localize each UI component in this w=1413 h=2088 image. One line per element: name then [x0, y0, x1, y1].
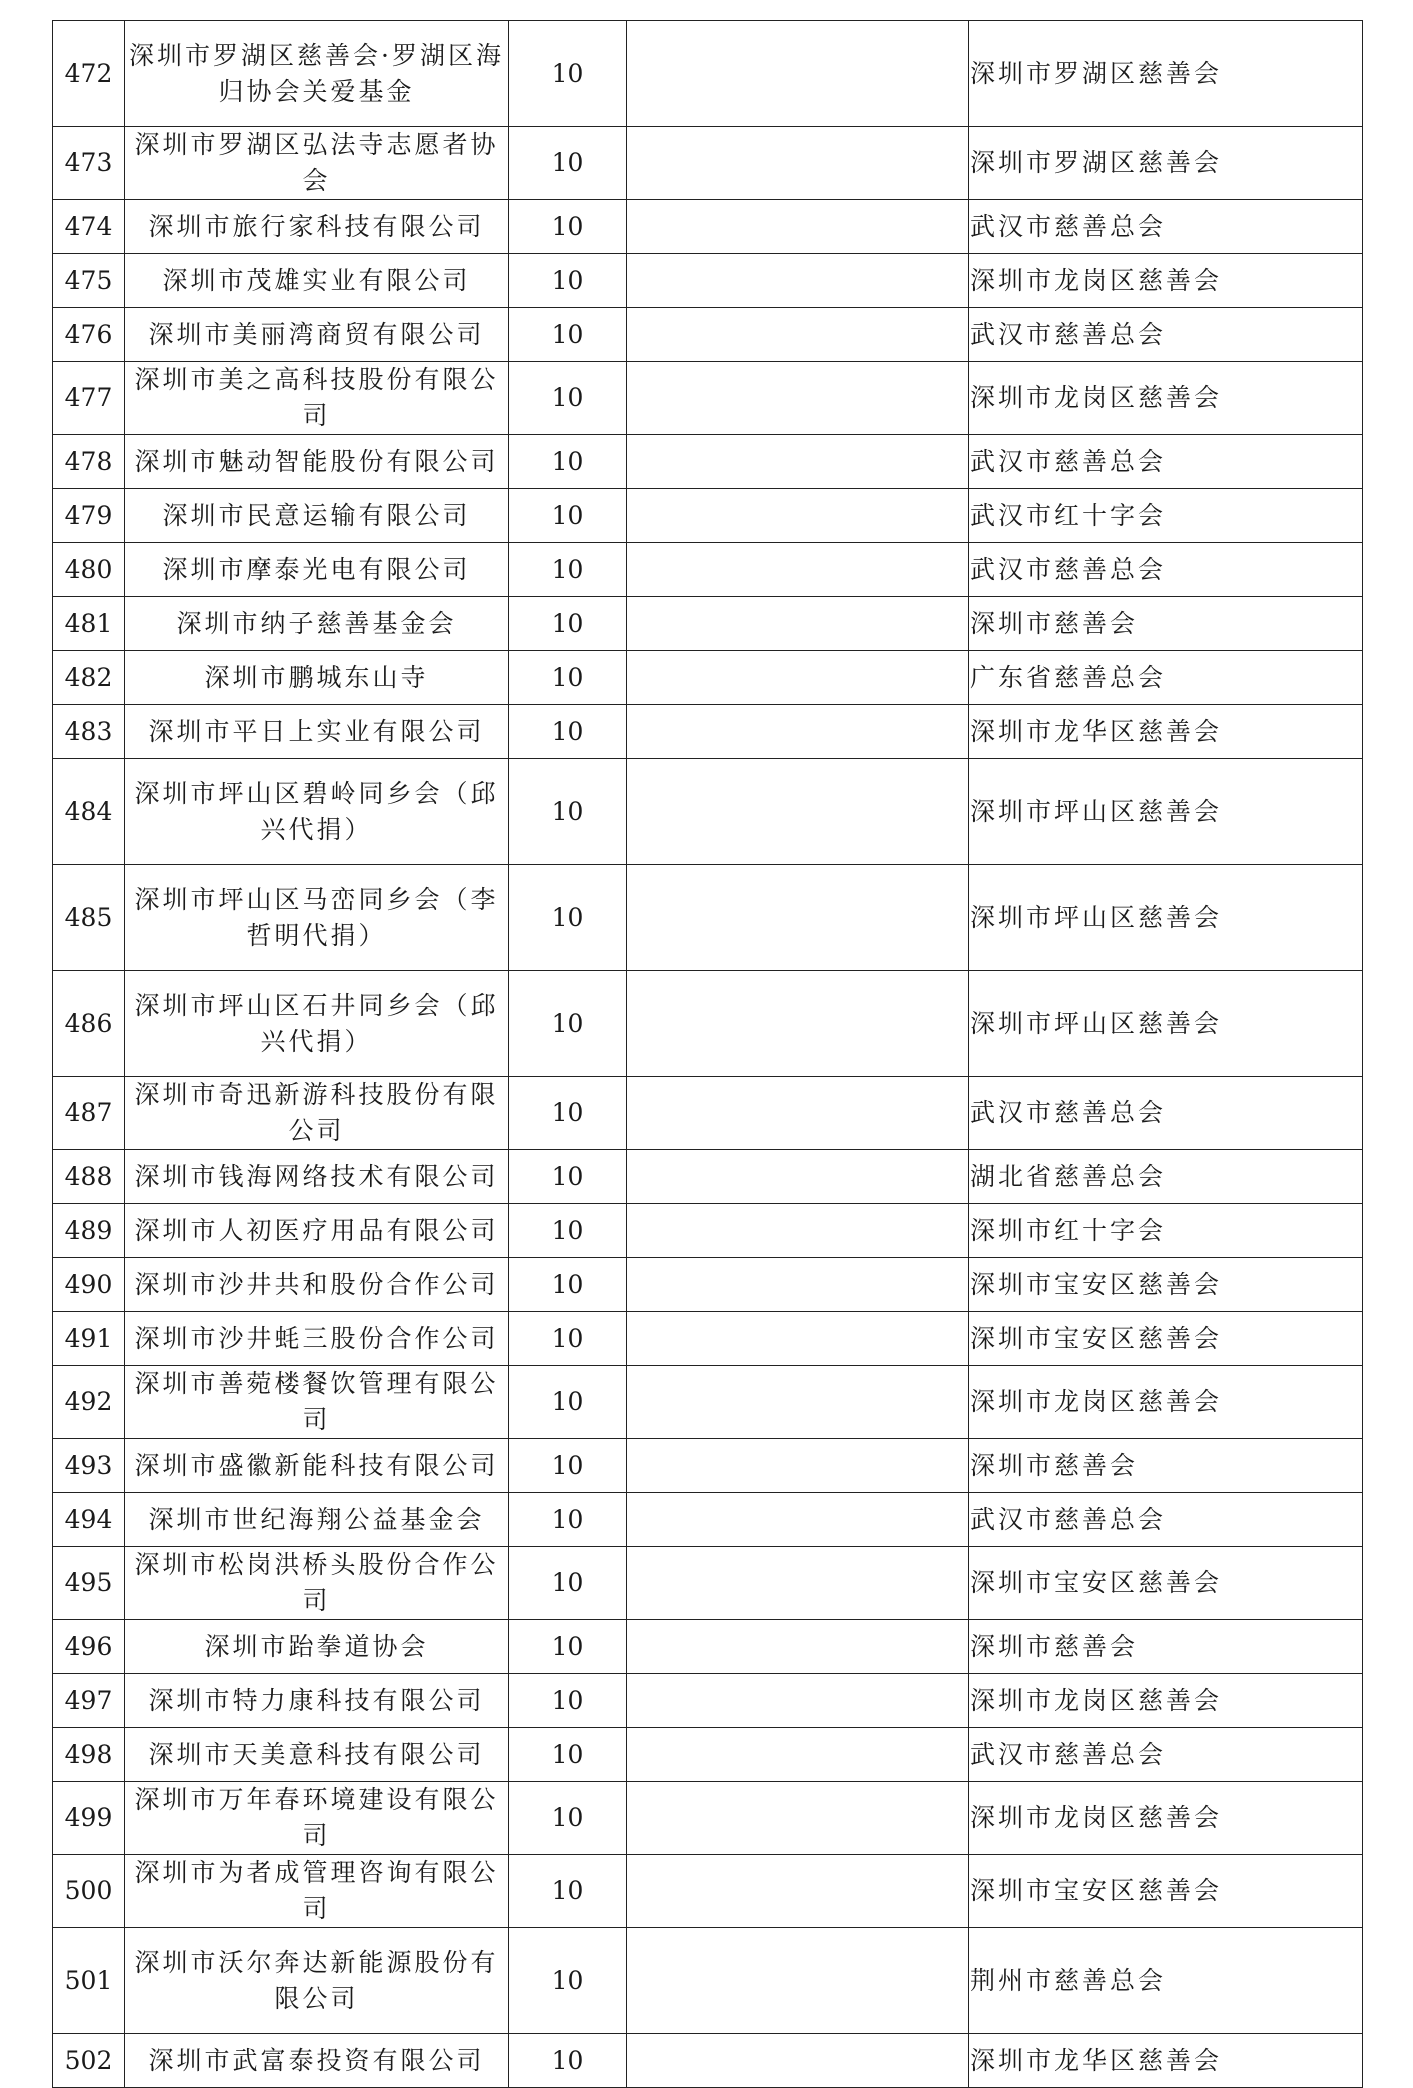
row-number: 481: [53, 597, 125, 651]
donation-amount: 10: [509, 759, 627, 865]
donor-name: 深圳市民意运输有限公司: [125, 489, 509, 543]
row-number: 485: [53, 865, 125, 971]
table-row: [53, 1547, 1363, 1620]
donor-name: 深圳市跆拳道协会: [125, 1620, 509, 1674]
table-row: [53, 759, 1363, 865]
donor-name: 深圳市天美意科技有限公司: [125, 1728, 509, 1782]
recipient-org: 武汉市慈善总会: [969, 435, 1363, 489]
table-row: [53, 1928, 1363, 2034]
row-number: 476: [53, 308, 125, 362]
donor-name: 深圳市钱海网络技术有限公司: [125, 1150, 509, 1204]
recipient-org: 深圳市坪山区慈善会: [969, 971, 1363, 1077]
donation-amount: 10: [509, 308, 627, 362]
table-row: [53, 1674, 1363, 1728]
recipient-org: 武汉市慈善总会: [969, 308, 1363, 362]
donation-amount: 10: [509, 543, 627, 597]
recipient-org: 深圳市龙华区慈善会: [969, 2034, 1363, 2088]
donor-name: 深圳市盛徽新能科技有限公司: [125, 1439, 509, 1493]
table-row: [53, 127, 1363, 200]
row-number: 498: [53, 1728, 125, 1782]
row-number: 473: [53, 127, 125, 200]
table-row: [53, 1855, 1363, 1928]
donor-name: 深圳市罗湖区慈善会·罗湖区海归协会关爱基金: [125, 21, 509, 127]
recipient-org: 武汉市慈善总会: [969, 1493, 1363, 1547]
empty-cell: [627, 1782, 969, 1855]
empty-cell: [627, 200, 969, 254]
empty-cell: [627, 254, 969, 308]
empty-cell: [627, 362, 969, 435]
donation-amount: 10: [509, 1728, 627, 1782]
donation-amount: 10: [509, 362, 627, 435]
recipient-org: 武汉市慈善总会: [969, 200, 1363, 254]
recipient-org: 深圳市龙岗区慈善会: [969, 362, 1363, 435]
donor-name: 深圳市善菀楼餐饮管理有限公司: [125, 1366, 509, 1439]
donor-name: 深圳市旅行家科技有限公司: [125, 200, 509, 254]
donor-name: 深圳市纳子慈善基金会: [125, 597, 509, 651]
table-row: [53, 1204, 1363, 1258]
table-row: [53, 2034, 1363, 2088]
donation-amount: 10: [509, 597, 627, 651]
row-number: 480: [53, 543, 125, 597]
table-row: [53, 1493, 1363, 1547]
row-number: 487: [53, 1077, 125, 1150]
donor-name: 深圳市平日上实业有限公司: [125, 705, 509, 759]
recipient-org: 深圳市慈善会: [969, 1439, 1363, 1493]
donation-amount: 10: [509, 1204, 627, 1258]
row-number: 483: [53, 705, 125, 759]
row-number: 495: [53, 1547, 125, 1620]
recipient-org: 武汉市慈善总会: [969, 1728, 1363, 1782]
table-row: [53, 1728, 1363, 1782]
row-number: 492: [53, 1366, 125, 1439]
table-row: [53, 651, 1363, 705]
donation-amount: 10: [509, 1312, 627, 1366]
donor-name: 深圳市人初医疗用品有限公司: [125, 1204, 509, 1258]
recipient-org: 深圳市坪山区慈善会: [969, 759, 1363, 865]
empty-cell: [627, 1928, 969, 2034]
empty-cell: [627, 1077, 969, 1150]
recipient-org: 武汉市红十字会: [969, 489, 1363, 543]
table-row: [53, 200, 1363, 254]
donor-name: 深圳市美之高科技股份有限公司: [125, 362, 509, 435]
row-number: 484: [53, 759, 125, 865]
donor-name: 深圳市松岗洪桥头股份合作公司: [125, 1547, 509, 1620]
recipient-org: 深圳市慈善会: [969, 1620, 1363, 1674]
table-row: [53, 362, 1363, 435]
donation-amount: 10: [509, 1439, 627, 1493]
empty-cell: [627, 865, 969, 971]
empty-cell: [627, 651, 969, 705]
table-row: [53, 597, 1363, 651]
table-row: [53, 865, 1363, 971]
recipient-org: 深圳市龙岗区慈善会: [969, 1366, 1363, 1439]
donor-name: 深圳市茂雄实业有限公司: [125, 254, 509, 308]
donor-name: 深圳市罗湖区弘法寺志愿者协会: [125, 127, 509, 200]
row-number: 478: [53, 435, 125, 489]
row-number: 486: [53, 971, 125, 1077]
empty-cell: [627, 759, 969, 865]
donor-name: 深圳市鹏城东山寺: [125, 651, 509, 705]
table-row: [53, 1312, 1363, 1366]
donation-amount: 10: [509, 1077, 627, 1150]
table-row: [53, 705, 1363, 759]
donation-amount: 10: [509, 1150, 627, 1204]
empty-cell: [627, 1547, 969, 1620]
table-row: [53, 1439, 1363, 1493]
recipient-org: 深圳市龙岗区慈善会: [969, 1674, 1363, 1728]
recipient-org: 武汉市慈善总会: [969, 1077, 1363, 1150]
recipient-org: 深圳市红十字会: [969, 1204, 1363, 1258]
table-row: [53, 1150, 1363, 1204]
empty-cell: [627, 127, 969, 200]
row-number: 477: [53, 362, 125, 435]
row-number: 500: [53, 1855, 125, 1928]
recipient-org: 深圳市慈善会: [969, 597, 1363, 651]
row-number: 493: [53, 1439, 125, 1493]
recipient-org: 深圳市宝安区慈善会: [969, 1855, 1363, 1928]
empty-cell: [627, 2034, 969, 2088]
table-row: [53, 1366, 1363, 1439]
recipient-org: 深圳市龙华区慈善会: [969, 705, 1363, 759]
row-number: 479: [53, 489, 125, 543]
recipient-org: 深圳市罗湖区慈善会: [969, 127, 1363, 200]
recipient-org: 深圳市龙岗区慈善会: [969, 254, 1363, 308]
donor-name: 深圳市世纪海翔公益基金会: [125, 1493, 509, 1547]
donation-amount: 10: [509, 651, 627, 705]
table-row: [53, 543, 1363, 597]
empty-cell: [627, 1204, 969, 1258]
row-number: 501: [53, 1928, 125, 2034]
recipient-org: 湖北省慈善总会: [969, 1150, 1363, 1204]
donor-name: 深圳市摩泰光电有限公司: [125, 543, 509, 597]
recipient-org: 深圳市宝安区慈善会: [969, 1258, 1363, 1312]
donation-amount: 10: [509, 971, 627, 1077]
donation-amount: 10: [509, 200, 627, 254]
empty-cell: [627, 1855, 969, 1928]
recipient-org: 深圳市坪山区慈善会: [969, 865, 1363, 971]
table-row: [53, 254, 1363, 308]
donation-amount: 10: [509, 2034, 627, 2088]
row-number: 474: [53, 200, 125, 254]
table-row: [53, 21, 1363, 127]
table-row: [53, 1077, 1363, 1150]
row-number: 502: [53, 2034, 125, 2088]
donation-amount: 10: [509, 127, 627, 200]
donor-name: 深圳市坪山区碧岭同乡会（邱兴代捐）: [125, 759, 509, 865]
table-row: [53, 308, 1363, 362]
recipient-org: 武汉市慈善总会: [969, 543, 1363, 597]
empty-cell: [627, 705, 969, 759]
empty-cell: [627, 1493, 969, 1547]
row-number: 482: [53, 651, 125, 705]
recipient-org: 深圳市宝安区慈善会: [969, 1312, 1363, 1366]
donor-name: 深圳市特力康科技有限公司: [125, 1674, 509, 1728]
table-body: [53, 21, 1363, 2088]
donor-name: 深圳市美丽湾商贸有限公司: [125, 308, 509, 362]
table-row: [53, 1782, 1363, 1855]
donation-amount: 10: [509, 1493, 627, 1547]
donation-amount: 10: [509, 1928, 627, 2034]
donor-name: 深圳市沙井蚝三股份合作公司: [125, 1312, 509, 1366]
donor-name: 深圳市沃尔奔达新能源股份有限公司: [125, 1928, 509, 2034]
empty-cell: [627, 1312, 969, 1366]
table-row: [53, 1620, 1363, 1674]
donation-amount: 10: [509, 435, 627, 489]
row-number: 497: [53, 1674, 125, 1728]
donor-name: 深圳市武富泰投资有限公司: [125, 2034, 509, 2088]
donation-amount: 10: [509, 1674, 627, 1728]
empty-cell: [627, 308, 969, 362]
empty-cell: [627, 597, 969, 651]
row-number: 491: [53, 1312, 125, 1366]
donation-amount: 10: [509, 1782, 627, 1855]
row-number: 472: [53, 21, 125, 127]
empty-cell: [627, 435, 969, 489]
donation-amount: 10: [509, 705, 627, 759]
row-number: 490: [53, 1258, 125, 1312]
donation-amount: 10: [509, 1547, 627, 1620]
empty-cell: [627, 1150, 969, 1204]
empty-cell: [627, 1728, 969, 1782]
table-row: [53, 435, 1363, 489]
empty-cell: [627, 489, 969, 543]
donor-name: 深圳市魅动智能股份有限公司: [125, 435, 509, 489]
recipient-org: 广东省慈善总会: [969, 651, 1363, 705]
row-number: 499: [53, 1782, 125, 1855]
donor-name: 深圳市沙井共和股份合作公司: [125, 1258, 509, 1312]
donation-amount: 10: [509, 1620, 627, 1674]
recipient-org: 深圳市龙岗区慈善会: [969, 1782, 1363, 1855]
donation-amount: 10: [509, 254, 627, 308]
donor-name: 深圳市奇迅新游科技股份有限公司: [125, 1077, 509, 1150]
empty-cell: [627, 1439, 969, 1493]
empty-cell: [627, 1620, 969, 1674]
donor-name: 深圳市为者成管理咨询有限公司: [125, 1855, 509, 1928]
recipient-org: 荆州市慈善总会: [969, 1928, 1363, 2034]
table-row: [53, 971, 1363, 1077]
table-row: [53, 1258, 1363, 1312]
recipient-org: 深圳市罗湖区慈善会: [969, 21, 1363, 127]
empty-cell: [627, 1674, 969, 1728]
table-row: [53, 489, 1363, 543]
donor-name: 深圳市坪山区石井同乡会（邱兴代捐）: [125, 971, 509, 1077]
donation-table: [52, 20, 1363, 2088]
empty-cell: [627, 1258, 969, 1312]
row-number: 494: [53, 1493, 125, 1547]
donation-amount: 10: [509, 865, 627, 971]
row-number: 489: [53, 1204, 125, 1258]
empty-cell: [627, 21, 969, 127]
donation-amount: 10: [509, 1855, 627, 1928]
recipient-org: 深圳市宝安区慈善会: [969, 1547, 1363, 1620]
donation-amount: 10: [509, 489, 627, 543]
empty-cell: [627, 971, 969, 1077]
donor-name: 深圳市坪山区马峦同乡会（李哲明代捐）: [125, 865, 509, 971]
donation-amount: 10: [509, 21, 627, 127]
row-number: 488: [53, 1150, 125, 1204]
donation-amount: 10: [509, 1258, 627, 1312]
donor-name: 深圳市万年春环境建设有限公司: [125, 1782, 509, 1855]
donation-amount: 10: [509, 1366, 627, 1439]
row-number: 475: [53, 254, 125, 308]
empty-cell: [627, 1366, 969, 1439]
row-number: 496: [53, 1620, 125, 1674]
empty-cell: [627, 543, 969, 597]
